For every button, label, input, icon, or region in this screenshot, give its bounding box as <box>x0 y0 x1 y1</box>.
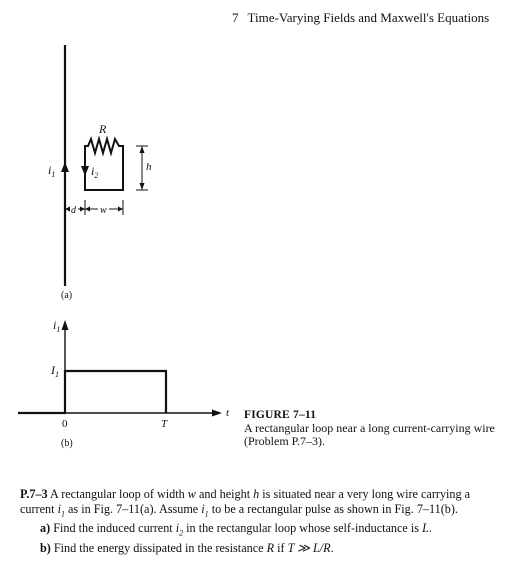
loop-current-arrow <box>81 166 89 176</box>
wire-current-label: $i_1$ <box>48 163 56 179</box>
end-label: T <box>161 418 168 430</box>
chapter-number: 7 <box>232 10 239 25</box>
problem-text: to be a rectangular pulse as shown in Fig. 7–11(b). <box>208 501 458 516</box>
pulse-level-label: $I_1$ <box>51 363 59 379</box>
width-label: w <box>100 205 107 216</box>
figure-b <box>18 318 230 449</box>
figure-a <box>48 45 152 301</box>
problem-text: as in Fig. 7–11(a). Assume <box>64 501 202 516</box>
figure-caption <box>244 409 509 448</box>
origin-label: 0 <box>62 418 68 430</box>
problem-text: is situated near a very long wire carrying a current <box>20 487 471 516</box>
resistor-label: R <box>99 122 107 136</box>
problem-statement <box>20 487 500 556</box>
chapter-title: Time-Varying Fields and Maxwell's Equations <box>247 10 490 25</box>
problem-var-i1: $i_1$ <box>201 501 209 518</box>
height-label: h <box>146 161 152 173</box>
problem-var-h: h <box>253 487 260 501</box>
problem-var-i1: $i_1$ <box>57 501 65 518</box>
problem-text: and height <box>195 487 254 501</box>
problem-id: P.7–3 <box>20 487 48 501</box>
caption-title: FIGURE 7–11 <box>244 409 317 421</box>
problem-text: A rectangular loop of width <box>50 487 188 501</box>
problem-part-b: b) Find the energy dissipated in the resistance R if T ≫ L/R. <box>40 541 334 556</box>
wire-current-arrow <box>61 162 69 172</box>
rectangular-pulse <box>18 371 166 413</box>
loop-current-label: $i_2$ <box>91 164 99 180</box>
caption-text: A rectangular loop near a long current-carrying wire (Problem P.7–3). <box>244 421 495 448</box>
x-axis-label: t <box>226 407 230 419</box>
problem-part-a: a) Find the induced current $i_2$ in the rectangular loop whose self-inductance is L. <box>40 521 432 538</box>
problem-var-w: w <box>187 487 196 501</box>
figure-b-label: (b) <box>61 438 73 449</box>
y-axis-label: $i_1$ <box>53 318 61 334</box>
figure-a-label: (a) <box>61 290 73 301</box>
distance-label: d <box>71 205 76 216</box>
